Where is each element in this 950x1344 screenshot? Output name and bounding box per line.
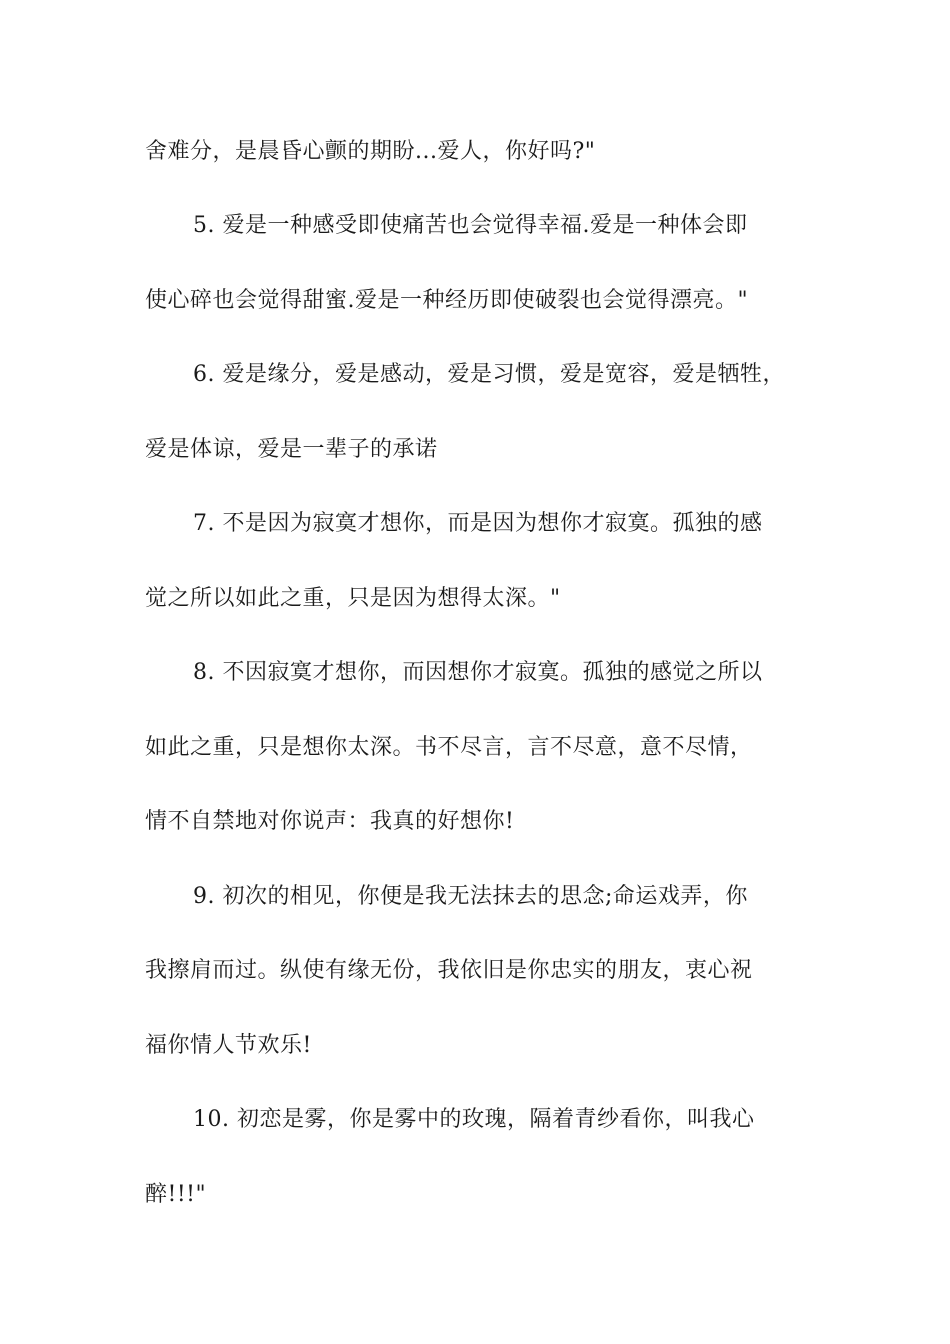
text-line: 福你情人节欢乐! — [145, 1033, 312, 1058]
text-line: 使心碎也会觉得甜蜜.爱是一种经历即使破裂也会觉得漂亮。" — [145, 288, 749, 313]
text-line: 我擦肩而过。纵使有缘无份，我依旧是你忠实的朋友，衷心祝 — [145, 958, 753, 983]
text-line: 舍难分，是晨昏心颤的期盼...爱人，你好吗?" — [145, 139, 596, 164]
text-line: 醉!!!" — [145, 1182, 207, 1207]
text-line: 10. 初恋是雾，你是雾中的玫瑰，隔着青纱看你，叫我心 — [193, 1107, 755, 1132]
text-line: 如此之重，只是想你太深。书不尽言，言不尽意，意不尽情， — [145, 735, 753, 760]
text-line: 爱是体谅，爱是一辈子的承诺 — [145, 437, 438, 462]
text-line: 5. 爱是一种感受即使痛苦也会觉得幸福.爱是一种体会即 — [193, 213, 748, 238]
text-line: 8. 不因寂寞才想你，而因想你才寂寞。孤独的感觉之所以 — [193, 660, 763, 685]
text-line: 9. 初次的相见，你便是我无法抹去的思念;命运戏弄，你 — [193, 884, 748, 909]
text-line: 情不自禁地对你说声：我真的好想你! — [145, 809, 515, 834]
text-line: 6. 爱是缘分，爱是感动，爱是习惯，爱是宽容，爱是牺牲， — [193, 362, 785, 387]
text-line: 7. 不是因为寂寞才想你，而是因为想你才寂寞。孤独的感 — [193, 511, 763, 536]
text-line: 觉之所以如此之重，只是因为想得太深。" — [145, 586, 561, 611]
